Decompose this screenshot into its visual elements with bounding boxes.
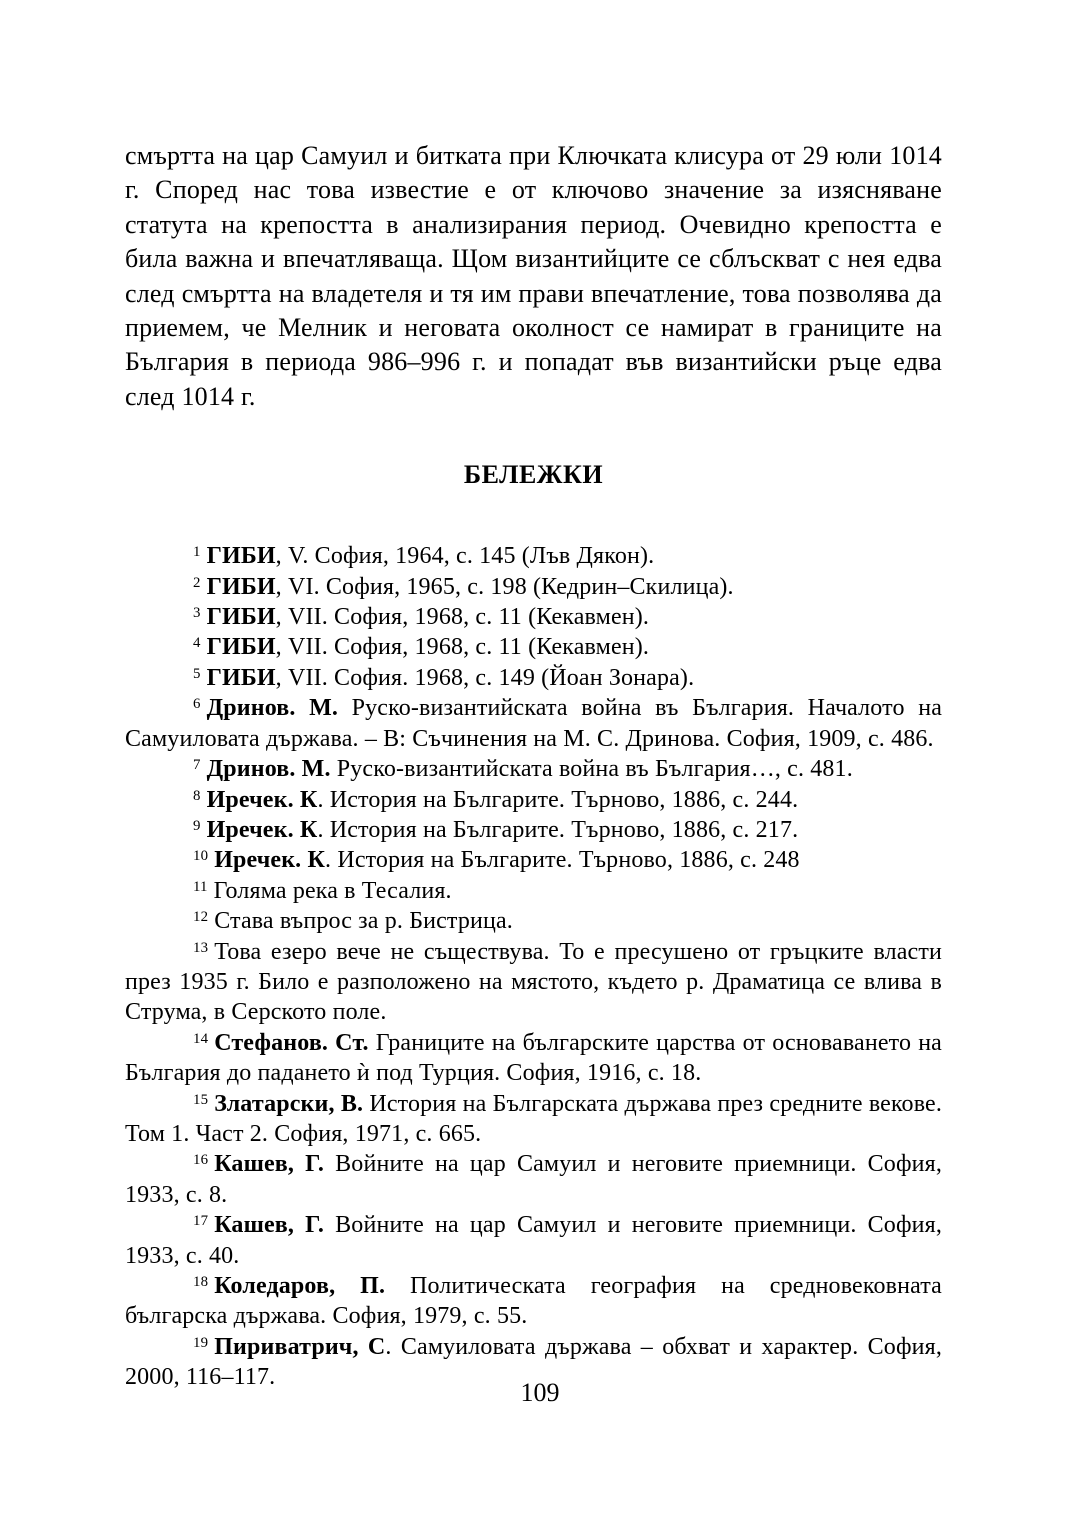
notes-heading: БЕЛЕЖКИ — [463, 460, 604, 490]
footnote-number: 5 — [193, 665, 201, 682]
footnote-item — [125, 632, 942, 662]
footnote-number: 1 — [193, 544, 201, 561]
footnote-text: . История на Българите. Търново, 1886, с. 217. — [317, 816, 799, 843]
footnote-text: . История на Българите. Търново, 1886, с. 248 — [325, 847, 800, 874]
footnote-number: 15 — [193, 1091, 209, 1108]
footnote-text: История на Българската държава през средните векове. Том 1. Част 2. София, 1971, с. 665. — [125, 1090, 942, 1147]
footnote-author: Иречек. К — [214, 847, 326, 874]
footnote-author: ГИБИ — [206, 543, 276, 570]
footnote-item — [125, 572, 942, 602]
footnote-item — [125, 845, 942, 875]
footnote-number: 8 — [193, 787, 201, 804]
footnote-number: 12 — [193, 909, 209, 926]
footnote-text: Голяма река в Тесалия. — [213, 877, 452, 904]
footnote-author: Коледаров, П. — [214, 1273, 386, 1299]
footnote-item — [125, 541, 942, 571]
footnote-item — [125, 693, 942, 754]
footnote-text: Това езеро вече не съществува. То е пресушено от гръцките власти през 1935 г. Било е разположено на мястото, където р. Драматица се влива в Струма, в Серското поле. — [125, 938, 942, 1026]
footnote-number: 18 — [193, 1274, 209, 1290]
footnote-item — [125, 1028, 942, 1089]
footnote-item — [125, 602, 942, 632]
footnote-author: Стефанов. Ст. — [214, 1029, 369, 1056]
footnote-item — [125, 1210, 942, 1271]
footnotes-section — [125, 541, 942, 1392]
footnote-number: 2 — [193, 574, 201, 591]
footnote-text: , VII. София. 1968, с. 149 (Йоан Зонара). — [275, 664, 695, 691]
footnote-author: Кашев, Г. — [214, 1212, 325, 1239]
footnote-text: Руско-византийската война въ България…, с. 481. — [330, 756, 853, 783]
footnote-text: . Самуиловата държава – обхват и характер. София, 2000, 116–117. — [125, 1333, 942, 1391]
footnote-author: ГИБИ — [206, 634, 276, 661]
footnote-item — [125, 876, 942, 906]
footnote-author: ГИБИ — [206, 604, 276, 631]
footnote-author: Иречек. К — [206, 786, 318, 813]
footnote-item — [125, 815, 942, 845]
footnote-text: Руско-византийската война въ България. Началото на Самуиловата държава. – В: Съчинения на М. С. Дринова. София, 1909, с. 486. — [125, 695, 942, 752]
footnote-number: 19 — [193, 1334, 209, 1351]
footnote-text: , VI. София, 1965, с. 198 (Кедрин–Скилица). — [275, 573, 734, 600]
footnote-number: 16 — [193, 1152, 209, 1169]
footnote-text: , VII. София, 1968, с. 11 (Кекавмен). — [275, 604, 650, 631]
footnote-item — [125, 1271, 942, 1332]
footnote-author: Иречек. К — [206, 816, 318, 843]
footnote-text: , VII. София, 1968, с. 11 (Кекавмен). — [275, 634, 650, 661]
footnote-item — [125, 906, 942, 936]
footnote-number: 14 — [193, 1030, 209, 1047]
footnote-text: Политическата география на средновековната българска държава. София, 1979, с. 55. — [125, 1273, 942, 1330]
footnote-text: Става въпрос за р. Бистрица. — [214, 908, 513, 935]
footnote-item — [125, 1089, 942, 1150]
footnote-text: Границите на българските царства от основаването на България до падането ѝ под Турция. София, 1916, с. 18. — [125, 1029, 942, 1087]
page-number: 109 — [520, 1378, 560, 1407]
footnote-text: Войните на цар Самуил и неговите приемници. София, 1933, с. 40. — [125, 1212, 942, 1269]
footnote-text: Войните на цар Самуил и неговите приемници. София, 1933, с. 8. — [125, 1151, 942, 1208]
footnote-author: Златарски, В. — [214, 1090, 364, 1117]
footnote-item — [125, 1149, 942, 1210]
footnote-number: 13 — [193, 939, 209, 956]
body-paragraph: смъртта на цар Самуил и битката при Ключката клисура от 29 юли 1014 г. Според нас това известие е от ключово значение за изясняване статута на крепостта в анализирания период. Очевидно крепостта е била важна и впечатляваща. Щом византийците се сблъскват с нея едва след смъртта на владетеля и тя им прави впечатление, това позволява да приемем, че Мелник и неговата околност се намират в границите на България в периода 986–996 г. и попадат във византийски ръце едва след 1014 г. — [125, 141, 942, 411]
footnote-item — [125, 785, 942, 815]
footnote-text: . История на Българите. Търново, 1886, с. 244. — [317, 786, 799, 813]
footnote-text: , V. София, 1964, с. 145 (Лъв Дякон). — [275, 543, 655, 570]
footnote-number: 3 — [193, 605, 201, 622]
footnote-item — [125, 937, 942, 1028]
footnote-item — [125, 663, 942, 693]
footnote-author: Кашев, Г. — [214, 1151, 325, 1178]
footnote-number: 6 — [193, 696, 201, 713]
footnote-author: ГИБИ — [206, 664, 276, 691]
footnote-number: 10 — [193, 848, 209, 865]
footnote-number: 17 — [193, 1213, 209, 1230]
footnote-number: 11 — [193, 878, 208, 895]
footnote-author: Пириватрич, С — [214, 1333, 386, 1360]
footnote-author: Дринов. М. — [206, 756, 331, 783]
footnote-author: Дринов. М. — [206, 695, 339, 722]
footnote-number: 4 — [193, 635, 201, 652]
footnote-number: 9 — [193, 817, 201, 834]
footnote-author: ГИБИ — [206, 573, 276, 600]
footnote-number: 7 — [193, 757, 201, 774]
footnote-item — [125, 754, 942, 784]
